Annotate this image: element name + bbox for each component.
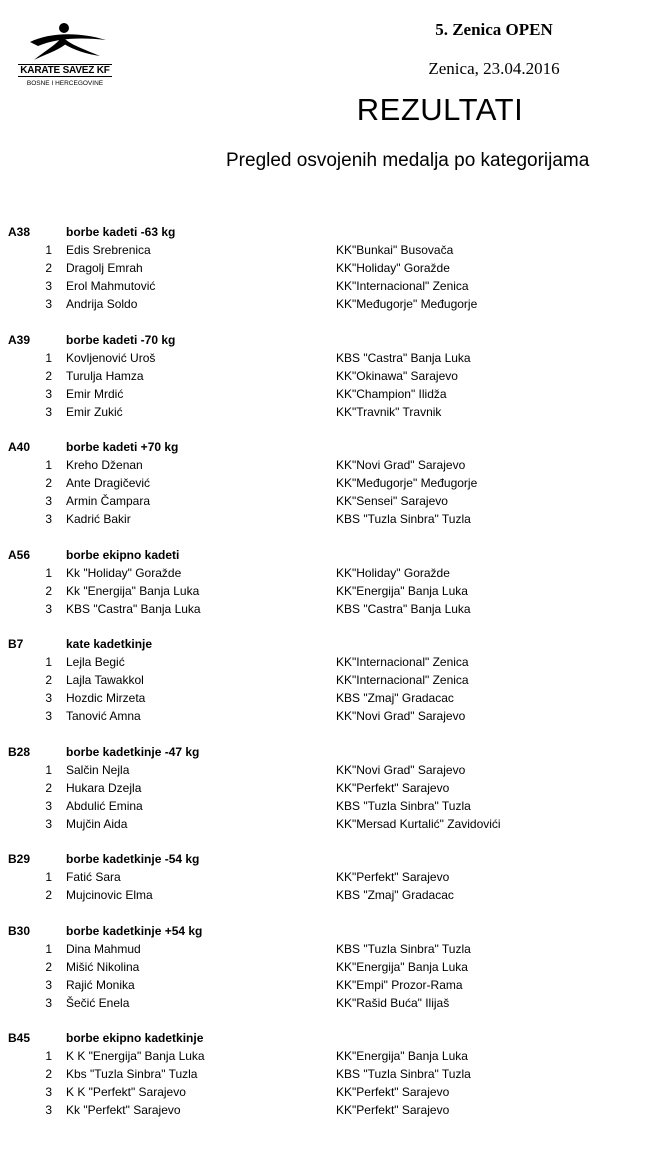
category-name: borbe ekipno kadeti (66, 547, 180, 562)
club-name: KK"Empi" Prozor-Rama (336, 977, 463, 992)
club-name: KBS "Tuzla Sinbra" Tuzla (336, 512, 471, 526)
category-name: borbe kadetkinje -47 kg (66, 744, 200, 759)
club-name: KBS "Tuzla Sinbra" Tuzla (336, 1067, 471, 1081)
competitor-name: Andrija Soldo (66, 297, 138, 311)
result-row (0, 259, 650, 277)
competitor-name: Kbs "Tuzla Sinbra" Tuzla (66, 1067, 198, 1081)
page-title: REZULTATI (356, 92, 524, 127)
result-place: 3 (45, 601, 52, 616)
club-name: KK"Internacional" Zenica (336, 673, 469, 687)
competitor-name: Lajla Tawakkol (66, 673, 144, 687)
club-name: KBS "Castra" Banja Luka (336, 350, 471, 365)
result-place: 1 (45, 243, 52, 257)
competitor-name: Salčin Nejla (66, 762, 130, 777)
category-block (0, 223, 650, 313)
result-place: 1 (45, 350, 52, 365)
club-name: KK"Okinawa" Sarajevo (336, 368, 458, 383)
result-row (0, 510, 650, 528)
category-header (0, 1029, 650, 1047)
category-block (0, 331, 650, 421)
club-name: KK"Novi Grad" Sarajevo (336, 762, 466, 777)
category-header (0, 922, 650, 940)
result-place: 2 (45, 673, 52, 687)
category-code: B45 (8, 1031, 31, 1045)
result-place: 3 (45, 977, 52, 992)
category-header (0, 743, 650, 761)
result-place: 3 (45, 691, 52, 705)
category-name: borbe kadetkinje +54 kg (66, 923, 203, 938)
competitor-name: Turulja Hamza (66, 368, 144, 383)
category-block (0, 743, 650, 833)
category-code: A39 (8, 332, 31, 347)
result-place: 3 (45, 279, 52, 293)
result-row (0, 582, 650, 600)
result-row (0, 797, 650, 815)
result-row (0, 653, 650, 671)
result-place: 2 (45, 1067, 52, 1081)
competitor-name: Erol Mahmutović (66, 279, 156, 293)
result-row (0, 689, 650, 707)
result-place: 2 (45, 476, 52, 490)
category-name: kate kadetkinje (66, 637, 153, 651)
club-name: KK"Travnik" Travnik (336, 404, 442, 419)
result-row (0, 564, 650, 582)
result-place: 3 (45, 1103, 52, 1117)
category-code: B28 (8, 744, 31, 759)
result-row (0, 976, 650, 994)
result-row (0, 367, 650, 385)
category-code: A56 (8, 547, 31, 562)
result-row (0, 707, 650, 725)
club-name: KK"Champion" Ilidža (336, 386, 447, 401)
result-place: 3 (45, 798, 52, 813)
result-row (0, 815, 650, 833)
page-subtitle: Pregled osvojenih medalja po kategorijama (226, 150, 590, 171)
competitor-name: Kk "Holiday" Goražde (66, 565, 182, 580)
competitor-name: Mišić Nikolina (66, 959, 140, 974)
competitor-name: Edis Srebrenica (66, 243, 151, 257)
result-row (0, 1083, 650, 1101)
result-place: 1 (45, 458, 52, 472)
federation-logo (16, 20, 112, 94)
category-block (0, 635, 650, 725)
karate-figure-icon (16, 20, 112, 66)
logo-text: KARATE SAVEZ KF (18, 64, 112, 77)
category-block (0, 922, 650, 1012)
result-place: 3 (45, 404, 52, 419)
competitor-name: KBS "Castra" Banja Luka (66, 601, 201, 616)
competitor-name: Kk "Energija" Banja Luka (66, 583, 200, 598)
result-place: 1 (45, 941, 52, 956)
result-row (0, 1065, 650, 1083)
category-name: borbe ekipno kadetkinje (66, 1031, 204, 1045)
category-name: borbe kadeti +70 kg (66, 440, 179, 454)
result-row (0, 940, 650, 958)
result-row (0, 241, 650, 259)
category-name: borbe kadetkinje -54 kg (66, 852, 200, 866)
result-place: 3 (45, 494, 52, 508)
competitor-name: Hukara Dzejla (66, 780, 142, 795)
club-name: KBS "Castra" Banja Luka (336, 601, 471, 616)
club-name: KK"Međugorje" Međugorje (336, 476, 478, 490)
competitor-name: Hozdic Mirzeta (66, 691, 146, 705)
category-header (0, 223, 650, 241)
club-name: KK"Perfekt" Sarajevo (336, 1085, 450, 1099)
result-row (0, 295, 650, 313)
category-block (0, 1029, 650, 1119)
club-name: KK"Holiday" Goražde (336, 261, 450, 275)
result-place: 1 (45, 565, 52, 580)
club-name: KK"Energija" Banja Luka (336, 1049, 468, 1063)
club-name: KK"Perfekt" Sarajevo (336, 870, 450, 884)
competitor-name: Emir Mrdić (66, 386, 124, 401)
result-place: 2 (45, 780, 52, 795)
result-row (0, 456, 650, 474)
club-name: KK"Rašid Buća" Ilijaš (336, 995, 450, 1010)
competitor-name: Armin Čampara (66, 494, 151, 508)
result-row (0, 385, 650, 403)
result-row (0, 1101, 650, 1119)
logo-subtext: BOSNE I HERCEGOVINE (26, 80, 104, 87)
category-name: borbe kadeti -63 kg (66, 225, 176, 239)
club-name: KK"Energija" Banja Luka (336, 583, 468, 598)
result-row (0, 474, 650, 492)
result-place: 3 (45, 297, 52, 311)
competitor-name: Ante Dragičević (66, 476, 151, 490)
club-name: KK"Holiday" Goražde (336, 565, 450, 580)
result-place: 3 (45, 816, 52, 831)
club-name: KBS "Tuzla Sinbra" Tuzla (336, 941, 471, 956)
category-name: borbe kadeti -70 kg (66, 332, 176, 347)
results-list (0, 223, 650, 1137)
competitor-name: Kadrić Bakir (66, 512, 131, 526)
competitor-name: Abdulić Emina (66, 798, 143, 813)
result-row (0, 994, 650, 1012)
result-place: 1 (45, 870, 52, 884)
result-row (0, 886, 650, 904)
club-name: KK"Internacional" Zenica (336, 279, 469, 293)
result-place: 1 (45, 762, 52, 777)
club-name: KK"Sensei" Sarajevo (336, 494, 448, 508)
result-row (0, 1047, 650, 1065)
result-place: 3 (45, 1085, 52, 1099)
club-name: KK"Mersad Kurtalić" Zavidovići (336, 816, 501, 831)
category-block (0, 438, 650, 528)
result-place: 3 (45, 512, 52, 526)
category-code: B7 (8, 637, 24, 651)
result-place: 2 (45, 888, 52, 902)
competitor-name: Mujčin Aida (66, 816, 128, 831)
club-name: KK"Novi Grad" Sarajevo (336, 458, 466, 472)
result-row (0, 277, 650, 295)
category-header (0, 546, 650, 564)
competitor-name: Dina Mahmud (66, 941, 141, 956)
club-name: KK"Perfekt" Sarajevo (336, 1103, 450, 1117)
result-row (0, 761, 650, 779)
category-code: A38 (8, 225, 31, 239)
result-row (0, 492, 650, 510)
club-name: KK"Bunkai" Busovača (336, 243, 454, 257)
competitor-name: Dragolj Emrah (66, 261, 143, 275)
club-name: KBS "Tuzla Sinbra" Tuzla (336, 798, 471, 813)
result-row (0, 671, 650, 689)
club-name: KBS "Zmaj" Gradacac (336, 691, 454, 705)
competitor-name: Fatić Sara (66, 870, 121, 884)
competitor-name: Lejla Begić (66, 655, 125, 669)
result-place: 3 (45, 995, 52, 1010)
club-name: KK"Novi Grad" Sarajevo (336, 709, 466, 723)
category-header (0, 438, 650, 456)
competitor-name: K K "Perfekt" Sarajevo (66, 1085, 186, 1099)
competitor-name: Rajić Monika (66, 977, 135, 992)
result-row (0, 349, 650, 367)
result-place: 2 (45, 368, 52, 383)
club-name: KBS "Zmaj" Gradacac (336, 888, 454, 902)
category-block (0, 546, 650, 618)
club-name: KK"Perfekt" Sarajevo (336, 780, 450, 795)
category-code: B29 (8, 852, 31, 866)
competitor-name: Emir Zukić (66, 404, 123, 419)
competitor-name: Kk "Perfekt" Sarajevo (66, 1103, 181, 1117)
event-date: Zenica, 23.04.2016 (428, 59, 560, 78)
club-name: KK"Energija" Banja Luka (336, 959, 468, 974)
category-header (0, 850, 650, 868)
result-row (0, 958, 650, 976)
result-place: 1 (45, 655, 52, 669)
club-name: KK"Međugorje" Međugorje (336, 297, 478, 311)
category-header (0, 331, 650, 349)
category-code: B30 (8, 923, 31, 938)
result-place: 3 (45, 709, 52, 723)
competitor-name: Šečić Enela (66, 995, 130, 1010)
competitor-name: Kreho Dženan (66, 458, 143, 472)
competitor-name: Mujcinovic Elma (66, 888, 153, 902)
result-place: 3 (45, 386, 52, 401)
category-block (0, 850, 650, 904)
result-row (0, 779, 650, 797)
result-place: 2 (45, 583, 52, 598)
result-place: 2 (45, 261, 52, 275)
category-header (0, 635, 650, 653)
category-code: A40 (8, 440, 31, 454)
competitor-name: Kovljenović Uroš (66, 350, 156, 365)
club-name: KK"Internacional" Zenica (336, 655, 469, 669)
result-place: 1 (45, 1049, 52, 1063)
result-row (0, 600, 650, 618)
result-row (0, 868, 650, 886)
competitor-name: K K "Energija" Banja Luka (66, 1049, 205, 1063)
competitor-name: Tanović Amna (66, 709, 141, 723)
result-place: 2 (45, 959, 52, 974)
event-title: 5. Zenica OPEN (435, 20, 553, 39)
result-row (0, 403, 650, 421)
